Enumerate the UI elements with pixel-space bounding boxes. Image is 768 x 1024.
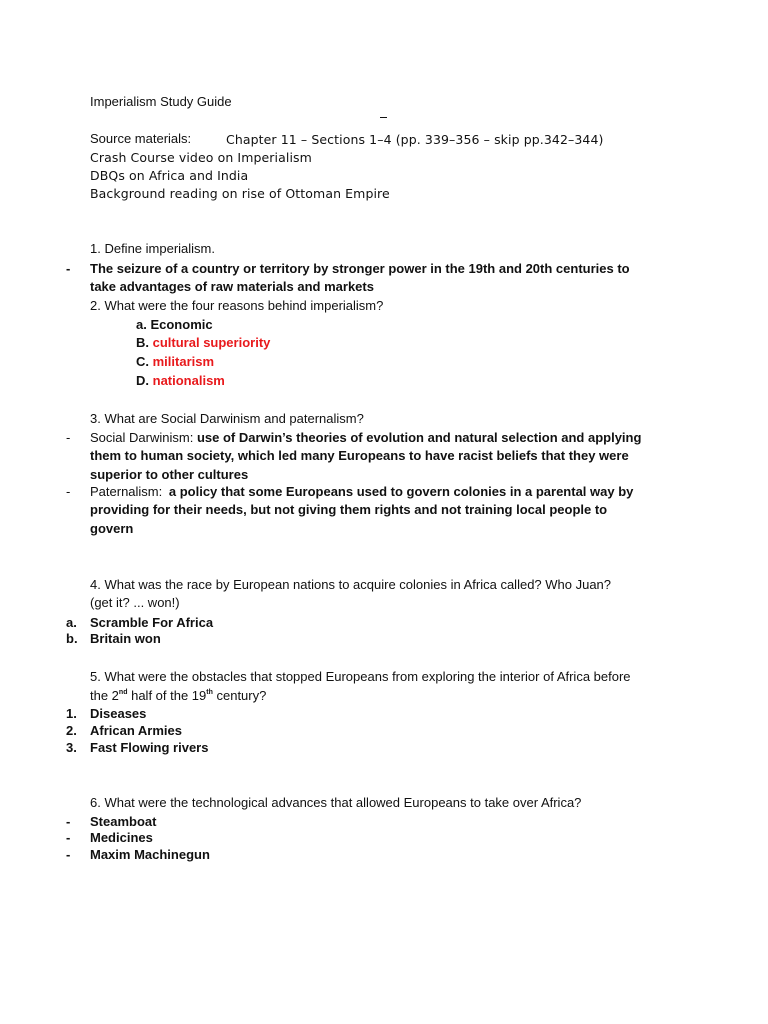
- page-title: Imperialism Study Guide: [90, 94, 232, 109]
- answer-line: take advantages of raw materials and markets: [90, 279, 374, 294]
- list-text: Steamboat: [90, 814, 157, 829]
- source-item: DBQs on Africa and India: [90, 168, 249, 183]
- list-marker: D.: [136, 373, 149, 388]
- list-marker: a.: [136, 317, 147, 332]
- list-text: Medicines: [90, 830, 153, 845]
- answer-line: providing for their needs, but not giving them rights and not training local people to: [90, 502, 608, 517]
- list-text: Maxim Machinegun: [90, 847, 210, 862]
- question-5: 5. What were the obstacles that stopped Europeans from exploring the interior of Africa before: [90, 669, 631, 684]
- list-marker: -: [66, 814, 71, 829]
- source-label: Source materials:: [90, 131, 192, 146]
- list-marker: b.: [66, 631, 78, 646]
- question-3: 3. What are Social Darwinism and paternalism?: [90, 411, 364, 426]
- list-text: African Armies: [90, 723, 182, 738]
- list-marker: 3.: [66, 740, 77, 755]
- list-text: Diseases: [90, 706, 147, 721]
- superscript: nd: [118, 689, 128, 696]
- list-text: Britain won: [90, 631, 161, 646]
- answer-line: them to human society, which led many Europeans to have racist beliefs that they were: [90, 448, 629, 463]
- question-6: 6. What were the technological advances that allowed Europeans to take over Africa?: [90, 795, 582, 810]
- term-definition: a policy that some Europeans used to govern colonies in a parental way by: [168, 484, 634, 499]
- answer-line: superior to other cultures: [90, 467, 249, 482]
- question-text: half of the 19: [127, 688, 207, 703]
- list-item: [136, 372, 225, 389]
- question-1: 1. Define imperialism.: [90, 241, 215, 256]
- list-text: militarism: [152, 354, 215, 369]
- term-label: Social Darwinism:: [90, 430, 194, 445]
- answer-line: govern: [90, 521, 134, 536]
- list-text: cultural superiority: [152, 335, 271, 350]
- list-marker: -: [66, 847, 71, 862]
- answer-marker: -: [66, 261, 71, 276]
- question-2: 2. What were the four reasons behind imperialism?: [90, 298, 384, 313]
- list-marker: C.: [136, 354, 149, 369]
- list-text: Fast Flowing rivers: [90, 740, 209, 755]
- list-text: nationalism: [152, 373, 225, 388]
- answer-line: [90, 483, 633, 500]
- superscript: th: [206, 689, 213, 696]
- source-item: Crash Course video on Imperialism: [90, 150, 312, 165]
- list-text: Scramble For Africa: [90, 615, 214, 630]
- answer-line: The seizure of a country or territory by stronger power in the 19th and 20th centuries to: [90, 261, 630, 276]
- list-text: Economic: [150, 317, 213, 332]
- list-marker: -: [66, 830, 71, 845]
- list-item: [136, 334, 270, 351]
- answer-marker: -: [66, 484, 71, 499]
- list-item: [136, 316, 213, 333]
- list-marker: 2.: [66, 723, 77, 738]
- term-definition: use of Darwin’s theories of evolution and natural selection and applying: [196, 430, 642, 445]
- answer-marker: -: [66, 430, 71, 445]
- list-marker: a.: [66, 615, 77, 630]
- list-marker: 1.: [66, 706, 77, 721]
- question-5-line: [90, 687, 266, 704]
- source-item: Background reading on rise of Ottoman Empire: [90, 186, 390, 201]
- list-marker: B.: [136, 335, 149, 350]
- question-text: the 2: [90, 688, 119, 703]
- question-4-line: (get it? ... won!): [90, 595, 180, 610]
- question-4: 4. What was the race by European nations to acquire colonies in Africa called? Who Juan?: [90, 577, 612, 592]
- stray-mark: [380, 117, 387, 118]
- question-text: century?: [212, 688, 267, 703]
- term-label: Paternalism:: [90, 484, 163, 499]
- source-item: Chapter 11 – Sections 1–4 (pp. 339–356 – skip pp.342–344): [226, 132, 604, 147]
- list-item: [136, 353, 214, 370]
- answer-line: [90, 429, 641, 446]
